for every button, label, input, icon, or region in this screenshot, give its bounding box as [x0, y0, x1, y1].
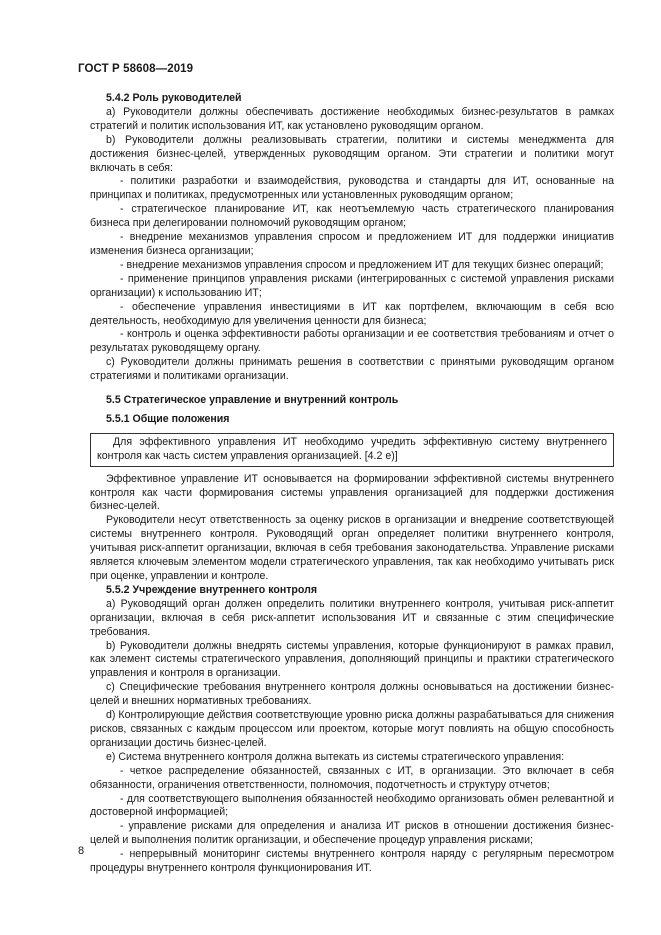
principle-text: Для эффективного управления ИТ необходимо учредить эффективную систему внутреннего контроля как часть систем управления организацией. [4.2 e)] [97, 435, 607, 462]
s542-item-b: b) Руководители должны реализовывать стратегии, политики и системы менеджмента для достижения бизнес-целей, утвержденных руководящим органом. Эти стратегии и политики могут включать в себя: [90, 133, 614, 174]
s542-bullet: - внедрение механизмов управления спросом и предложением ИТ для поддержки инициатив изменения бизнеса организации; [90, 231, 614, 257]
s542-bullet: - обеспечение управления инвестициями в ИТ как портфелем, включающим в себя всю деятельность, необходимую для увеличения ценности для бизнеса; [90, 300, 614, 327]
s552-item-a: a) Руководящий орган должен определить политики внутреннего контроля, учитывая риск-аппетит организации, включая в себя риск-аппетит использования ИТ и связанные с этим специфические требования. [90, 597, 614, 638]
s552-item-b: b) Руководители должны внедрять системы управления, которые функционируют в рамках правил, как элемент системы стратегического управления, дополняющий принципы и практики стратегического управления и контроля в организации. [90, 639, 614, 680]
s542-bullet: - политики разработки и взаимодействия, руководства и стандарты для ИТ, основанные на принципах и политиках, предусмотренных или установленных руководящим органом; [90, 175, 614, 202]
section-5-5-heading: 5.5 Стратегическое управление и внутренний контроль [106, 394, 399, 407]
s552-item-e: e) Система внутреннего контроля должна вытекать из системы стратегического управления: [106, 750, 565, 763]
s552-item-c: c) Специфические требования внутреннего контроля должны основываться на достижении бизнес-целей и внешних нормативных требованиях. [90, 681, 614, 708]
section-5-5-1-heading: 5.5.1 Общие положения [106, 412, 230, 425]
s542-item-a: a) Руководители должны обеспечивать достижение необходимых бизнес-результатов в рамках стратегий и политик использования ИТ, как установлено руководящим органом. [90, 105, 614, 132]
s542-bullet: - применение принципов управления рисками (интегрированных с системой управления рисками организации) к использованию ИТ; [90, 272, 614, 299]
page-number: 8 [78, 845, 85, 857]
s542-bullet: - стратегическое планирование ИТ, как неотъемлемую часть стратегического планирования бизнеса при делегировании полномочий руководящим органом; [90, 203, 614, 230]
s552-bullet: - для соответствующего выполнения обязанностей необходимо организовать обмен релевантной и достоверной информацией; [90, 792, 614, 819]
section-5-5-2-heading: 5.5.2 Учреждение внутреннего контроля [106, 583, 318, 596]
s552-bullet: - управление рисками для определения и анализа ИТ рисков в отношении достижения бизнес-целей и выполнения политик организации, и обеспечение процедур управления рисками; [90, 820, 614, 847]
s542-bullet: - внедрение механизмов управления спросом и предложением ИТ для текущих бизнес операций; [120, 258, 604, 271]
s552-bullet: - непрерывный мониторинг системы внутреннего контроля наряду с регулярным пересмотром процедуры внутреннего контроля функционирования ИТ. [90, 848, 614, 875]
section-5-4-2-heading: 5.4.2 Роль руководителей [106, 92, 242, 104]
principle-box [90, 433, 614, 467]
document-header: ГОСТ Р 58608—2019 [78, 63, 194, 75]
s552-bullet: - четкое распределение обязанностей, связанных с ИТ, в организации. Это включает в себя обязанности, ограничения ответственности, полномочия, подотчетность и структуру отчетов; [90, 764, 614, 791]
s551-paragraph: Руководители несут ответственность за оценку рисков в организации и внедрение соответствующей системы внутреннего контроля. Руководящий орган определяет политики внутреннего контроля, учитывая риск-аппетит организации, включая в себя требования законодательства. Управление рисками является ключевым элементом модели стратегического управления, так как необходимо учитывать риск при оценке, управлении и контроле. [90, 514, 614, 582]
s552-item-d: d) Контролирующие действия соответствующие уровню риска должны разрабатываться для снижения рисков, связанных с каждым процессом или проектом, которые могут повлиять на общую способность организации достичь бизнес-целей. [90, 709, 614, 749]
page-content [90, 92, 614, 876]
s542-item-c: c) Руководители должны принимать решения в соответствии с принятыми руководящим органом стратегиями и политиками организации. [90, 356, 614, 383]
s542-bullet: - контроль и оценка эффективности работы организации и ее соответствия требованиям и отчет о результатах руководящему органу. [90, 328, 614, 355]
s551-paragraph: Эффективное управление ИТ основывается на формировании эффективной системы внутреннего контроля как части формирования системы управления организацией для поддержки достижения бизнес-целей. [90, 472, 614, 513]
